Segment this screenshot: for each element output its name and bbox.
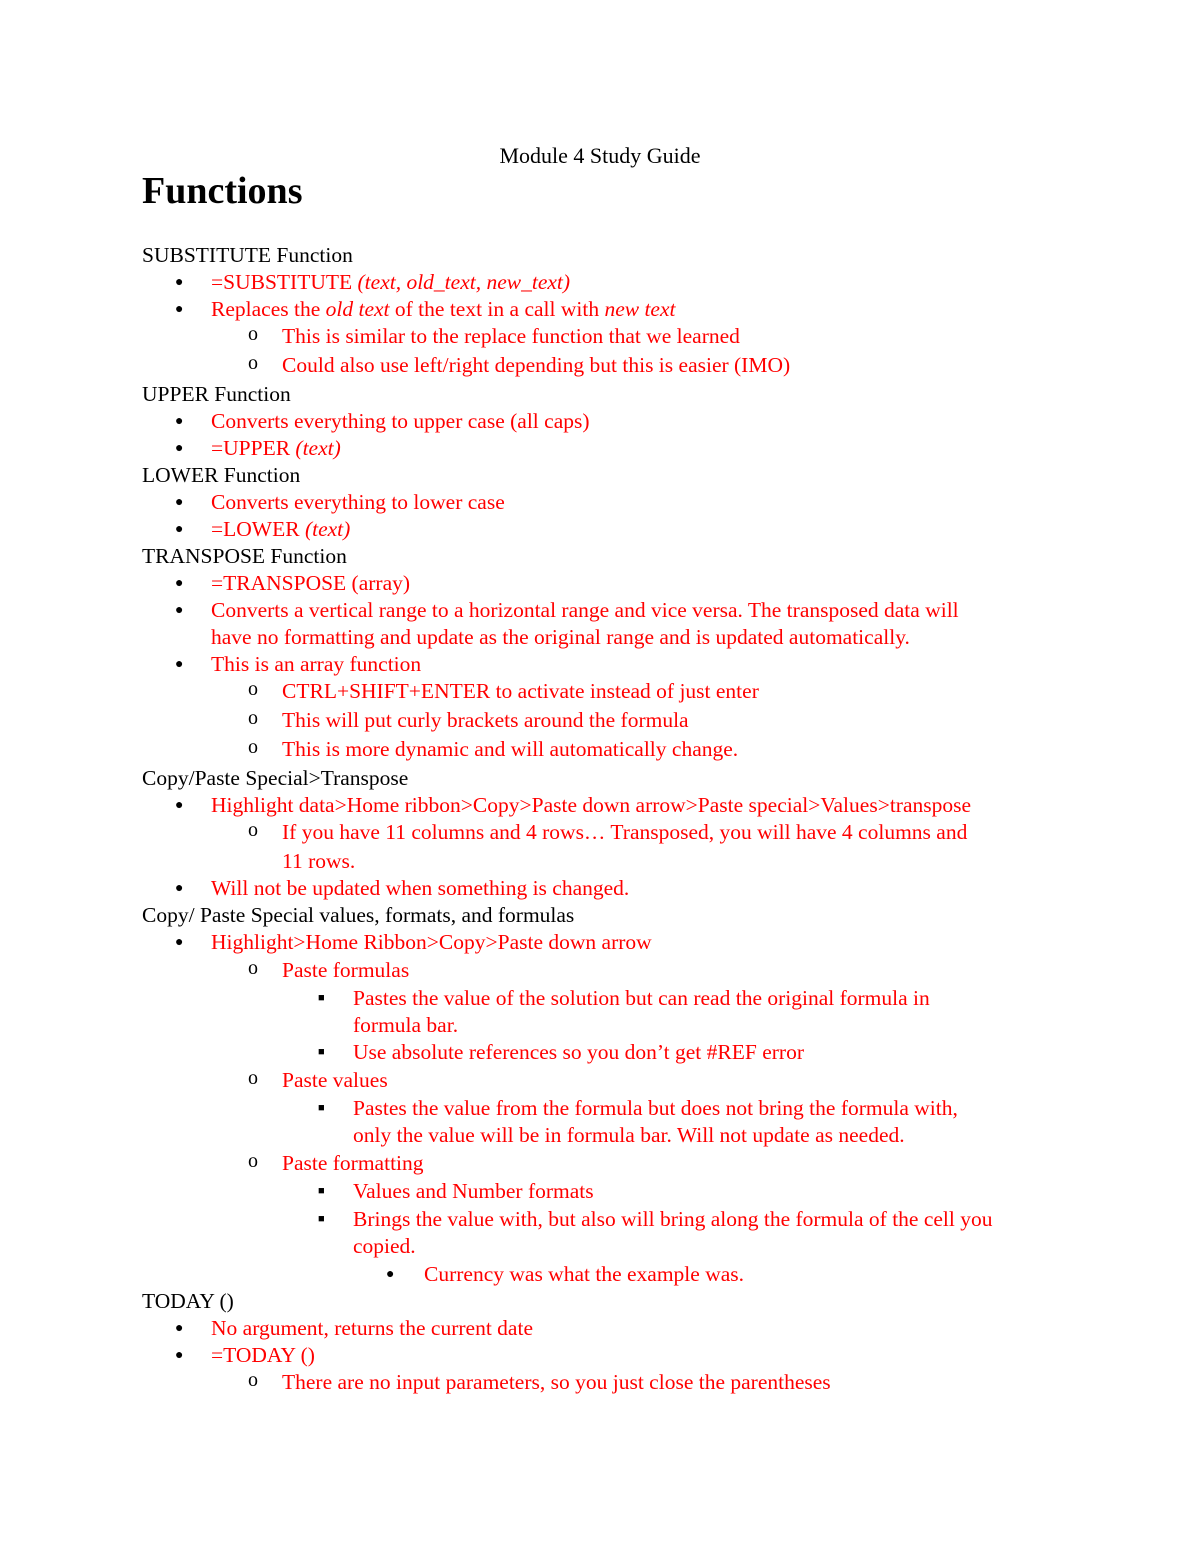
section-label	[142, 902, 574, 929]
text-run: UPPER Function	[142, 382, 291, 406]
text-run: =UPPER	[211, 436, 296, 460]
text-run: Paste formulas	[282, 958, 410, 982]
text-run: Values and Number formats	[353, 1179, 594, 1203]
text-run: Replaces the	[211, 297, 326, 321]
text-run: =LOWER	[211, 517, 305, 541]
list-item	[353, 1039, 804, 1066]
section-label	[142, 1288, 234, 1315]
text-run: LOWER Function	[142, 463, 301, 487]
list-item	[211, 1342, 315, 1369]
disc-bullet-icon: ●	[175, 576, 184, 591]
text-run: Copy/Paste Special>Transpose	[142, 766, 409, 790]
text-run: Use absolute references so you don’t get #REF error	[353, 1040, 804, 1064]
list-item	[211, 651, 421, 678]
circle-bullet-icon: o	[248, 707, 258, 729]
square-bullet-icon: ■	[318, 1046, 325, 1058]
text-run: SUBSTITUTE Function	[142, 243, 353, 267]
disc-bullet-icon: ●	[175, 522, 184, 537]
list-item	[211, 269, 570, 296]
disc-bullet-icon: ●	[175, 1348, 184, 1363]
list-item	[353, 1012, 458, 1039]
text-run: old text	[325, 297, 390, 321]
section-label	[142, 543, 347, 570]
circle-bullet-icon: o	[248, 1067, 258, 1089]
list-item	[282, 1150, 424, 1177]
text-run: This is similar to the replace function that we learned	[282, 324, 740, 348]
text-run: (text)	[295, 436, 341, 460]
text-run: Copy/ Paste Special values, formats, and formulas	[142, 903, 575, 927]
square-bullet-icon: ■	[318, 1213, 325, 1225]
circle-bullet-icon: o	[248, 1369, 258, 1391]
text-run: Currency was what the example was.	[424, 1262, 745, 1286]
list-item	[282, 957, 409, 984]
list-item	[211, 624, 910, 651]
circle-bullet-icon: o	[248, 957, 258, 979]
circle-bullet-icon: o	[248, 1150, 258, 1172]
text-run: No argument, returns the current date	[211, 1316, 533, 1340]
list-item	[353, 985, 930, 1012]
section-label	[142, 765, 408, 792]
text-run: copied.	[353, 1234, 416, 1258]
list-item	[211, 792, 971, 819]
text-run: Converts a vertical range to a horizontal range and vice versa. The transposed data will	[211, 598, 959, 622]
text-run: formula bar.	[353, 1013, 459, 1037]
list-item	[282, 1067, 388, 1094]
circle-bullet-icon: o	[248, 819, 258, 841]
disc-bullet-icon: ●	[175, 881, 184, 896]
text-run: of the text in a call with	[389, 297, 605, 321]
disc-bullet-icon: ●	[175, 414, 184, 429]
text-run: Converts everything to lower case	[211, 490, 505, 514]
text-run: Pastes the value of the solution but can read the original formula in	[353, 986, 930, 1010]
square-bullet-icon: ■	[318, 1102, 325, 1114]
square-bullet-icon: ■	[318, 992, 325, 1004]
list-item	[282, 736, 738, 763]
section-heading: Functions	[142, 170, 303, 212]
text-run: This will put curly brackets around the formula	[282, 708, 689, 732]
list-item	[211, 597, 959, 624]
list-item	[282, 352, 790, 379]
text-run: Highlight>Home Ribbon>Copy>Paste down arrow	[211, 930, 652, 954]
list-item	[353, 1233, 416, 1260]
list-item	[211, 1315, 533, 1342]
disc-bullet-icon: ●	[175, 302, 184, 317]
list-item	[282, 707, 689, 734]
list-item	[353, 1095, 958, 1122]
section-label	[142, 462, 300, 489]
disc-bullet-icon: ●	[386, 1267, 395, 1282]
text-run: If you have 11 columns and 4 rows… Transposed, you will have 4 columns and	[282, 820, 968, 844]
document-title: Module 4 Study Guide	[499, 143, 701, 168]
list-item	[282, 323, 740, 350]
text-run: (text, old_text, new_text)	[357, 270, 571, 294]
circle-bullet-icon: o	[248, 678, 258, 700]
circle-bullet-icon: o	[248, 323, 258, 345]
text-run: Paste formatting	[282, 1151, 424, 1175]
disc-bullet-icon: ●	[175, 603, 184, 618]
text-run: CTRL+SHIFT+ENTER to activate instead of just enter	[282, 679, 759, 703]
square-bullet-icon: ■	[318, 1185, 325, 1197]
disc-bullet-icon: ●	[175, 495, 184, 510]
text-run: Brings the value with, but also will bring along the formula of the cell you	[353, 1207, 993, 1231]
list-item	[211, 435, 341, 462]
text-run: =SUBSTITUTE	[211, 270, 358, 294]
list-item	[282, 678, 759, 705]
disc-bullet-icon: ●	[175, 657, 184, 672]
disc-bullet-icon: ●	[175, 798, 184, 813]
disc-bullet-icon: ●	[175, 275, 184, 290]
text-run: Could also use left/right depending but this is easier (IMO)	[282, 353, 791, 377]
text-run: 11 rows.	[282, 849, 356, 873]
text-run: Paste values	[282, 1068, 388, 1092]
disc-bullet-icon: ●	[175, 935, 184, 950]
list-item	[282, 848, 355, 875]
text-run: Converts everything to upper case (all caps)	[211, 409, 590, 433]
list-item	[211, 516, 350, 543]
text-run: This is more dynamic and will automatically change.	[282, 737, 739, 761]
list-item	[211, 570, 410, 597]
list-item	[353, 1206, 993, 1233]
text-run: only the value will be in formula bar. Will not update as needed.	[353, 1123, 905, 1147]
text-run: Pastes the value from the formula but does not bring the formula with,	[353, 1096, 958, 1120]
circle-bullet-icon: o	[248, 352, 258, 374]
list-item	[211, 408, 590, 435]
list-item	[282, 1369, 831, 1396]
list-item	[211, 489, 505, 516]
text-run: Will not be updated when something is changed.	[211, 876, 630, 900]
list-item	[424, 1261, 744, 1288]
text-run: (text)	[304, 517, 351, 541]
circle-bullet-icon: o	[248, 736, 258, 758]
disc-bullet-icon: ●	[175, 441, 184, 456]
list-item	[353, 1122, 905, 1149]
list-item	[211, 875, 629, 902]
list-item	[353, 1178, 594, 1205]
text-run: TRANSPOSE Function	[142, 544, 347, 568]
text-run: new text	[604, 297, 676, 321]
text-run: There are no input parameters, so you just close the parentheses	[282, 1370, 831, 1394]
text-run: =TODAY ()	[211, 1343, 315, 1367]
text-run: Highlight data>Home ribbon>Copy>Paste down arrow>Paste special>Values>transpose	[211, 793, 972, 817]
text-run: TODAY ()	[142, 1289, 234, 1313]
list-item	[282, 819, 967, 846]
disc-bullet-icon: ●	[175, 1321, 184, 1336]
section-label	[142, 242, 353, 269]
text-run: =TRANSPOSE (array)	[211, 571, 411, 595]
text-run: have no formatting and update as the original range and is updated automatically.	[211, 625, 910, 649]
list-item	[211, 929, 652, 956]
text-run: This is an array function	[211, 652, 422, 676]
section-label	[142, 381, 291, 408]
list-item	[211, 296, 676, 323]
